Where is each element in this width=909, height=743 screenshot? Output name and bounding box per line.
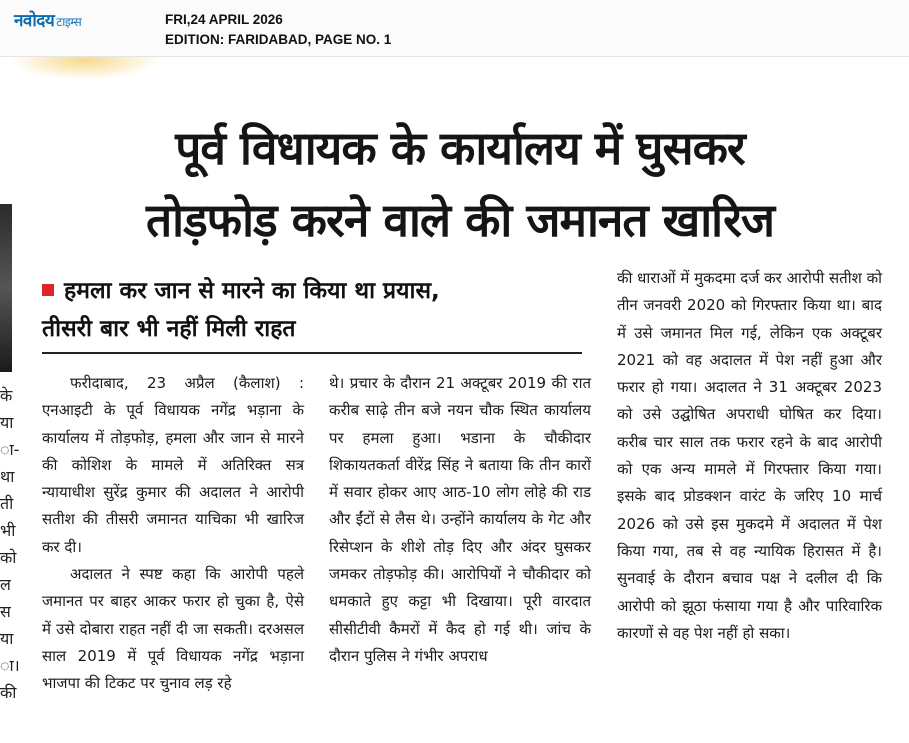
headline-line-2: तोड़फोड़ करने वाले की जमानत खारिज (145, 193, 775, 247)
paragraph: अदालत ने स्पष्ट कहा कि आरोपी पहले जमानत पर बाहर आकर फरार हो चुका है, ऐसे में उसे दोबारा राहत नहीं दी जा सकती। दरअसल साल 2019 में पूर्व विधायक नगेंद्र भड़ाना भाजपा की टिकट पर चुनाव लड़ रहे (42, 565, 304, 693)
paragraph: की धाराओं में मुकदमा दर्ज कर आरोपी सतीश को तीन जनवरी 2020 को गिरफ्तार किया था। बाद में उसे जमानत मिल गई, लेकिन एक अक्टूबर 2021 को वह अदालत में पेश नहीं हुआ और फरार हो गया। अदालत ने 31 अक्टूबर 2023 को उसे उद्घोषित अपराधी घोषित कर दिया। करीब चार साल तक फरार रहने के बाद आरोपी को एक अन्य मामले में गिरफ्तार किया गया। इसके बाद प्रोडक्शन वारंट के जरिए 10 मार्च 2026 को उसे इस मुकदमे में अदालत में पेश किया गया, तब से वह न्यायिक हिरासत में है। सुनवाई के दौरान बचाव पक्ष ने दलील दी कि आरोपी को झूठा फंसाया गया है और पारिवारिक कारणों से वह पेश नहीं हो सका। (617, 269, 882, 642)
edition-date: FRI,24 APRIL 2026 (165, 12, 283, 27)
fragment-text: की (0, 683, 17, 702)
edition-page: EDITION: FARIDABAD, PAGE NO. 1 (165, 32, 392, 47)
edition-header (0, 0, 909, 57)
adjacent-column-fragment (0, 382, 20, 706)
fragment-text: के (0, 386, 13, 405)
headline-line-1: पूर्व विधायक के कार्यालय में घुसकर (175, 121, 745, 175)
article-column-3 (617, 265, 882, 647)
fragment-text: स (0, 602, 11, 621)
paragraph: थे। प्रचार के दौरान 21 अक्टूबर 2019 की रात करीब साढ़े तीन बजे नयन चौक स्थित कार्यालय पर हमला हुआ। भडाना के चौकीदार शिकायतकर्ता वीरेंद्र सिंह ने बताया कि तीन कारों में सवार होकर आए आठ-10 लोग लोहे की राड और ईंटों से लैस थे। उन्होंने कार्यालय के गेट और रिसेप्शन के शीशे तोड़ दिए और अंदर घुसकर जमकर तोड़फोड़ की। आरोपियों ने चौकीदार को धमकाते हुए कट्टा भी दिखाया। पूरी वारदात सीसीटीवी कैमरों में कैद हो गई थी। जांच के दौरान पुलिस ने गंभीर अपराध (329, 374, 591, 665)
subheadline-line-2: तीसरी बार भी नहीं मिली राहत (42, 316, 296, 342)
bullet-icon (42, 284, 54, 296)
logo-sub-text: टाइम्स (56, 15, 82, 29)
article-column-1 (42, 370, 304, 698)
subheadline-line-1: हमला कर जान से मारने का किया था प्रयास, (64, 278, 440, 304)
edition-meta (165, 10, 391, 50)
divider (42, 352, 582, 354)
subheadline (42, 272, 582, 348)
paragraph: फरीदाबाद, 23 अप्रैल (कैलाश) : एनआइटी के पूर्व विधायक नगेंद्र भड़ाना के कार्यालय में तोड़फोड़, हमला और जान से मारने की कोशिश के मामले में अतिरिक्त सत्र न्यायाधीश सुरेंद्र कुमार की अदालत ने आरोपी सतीश की तीसरी जमानत याचिका भी खारिज कर दी। (42, 374, 304, 556)
fragment-text: ल (0, 575, 11, 594)
fragment-text: या (0, 629, 14, 648)
fragment-text: ती (0, 494, 14, 513)
fragment-text: को (0, 548, 17, 567)
fragment-text: था (0, 467, 15, 486)
article-column-2 (329, 370, 591, 670)
logo-main-text: नवोदय (14, 11, 55, 31)
fragment-text: ा। (0, 656, 20, 675)
fragment-text: या (0, 413, 14, 432)
fragment-text: ा- (0, 440, 20, 459)
fragment-text: भी (0, 521, 16, 540)
newspaper-logo[interactable] (14, 8, 81, 31)
cropped-photo (0, 204, 12, 372)
page-title (20, 112, 900, 256)
